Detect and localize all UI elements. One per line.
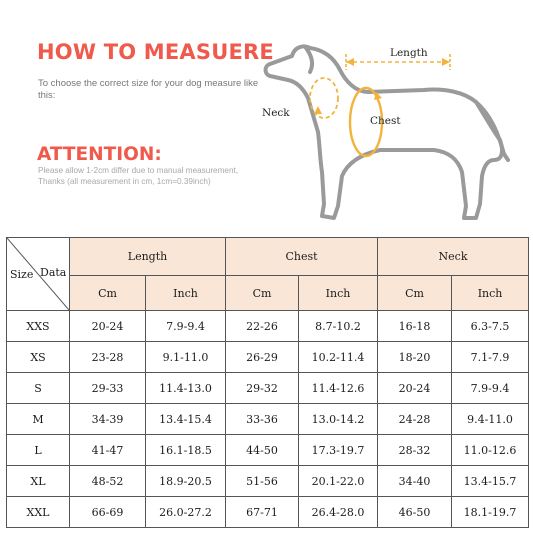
length-inch-cell: 18.9-20.5 — [146, 466, 226, 497]
neck-label: Neck — [262, 107, 290, 119]
attention-title: ATTENTION: — [37, 144, 162, 165]
size-cell: XXL — [7, 497, 70, 528]
dog-outline — [266, 46, 503, 218]
length-cm-cell: 41-47 — [70, 435, 146, 466]
table-header-groups — [7, 238, 529, 276]
neck-inch-cell: 13.4-15.7 — [452, 466, 529, 497]
length-inch-cell: 13.4-15.4 — [146, 404, 226, 435]
table-row — [7, 311, 529, 342]
chest-inch-cell: 20.1-22.0 — [299, 466, 378, 497]
chest-inch-cell: 10.2-11.4 — [299, 342, 378, 373]
neck-inch-cell: 6.3-7.5 — [452, 311, 529, 342]
table-row — [7, 435, 529, 466]
table-row — [7, 497, 529, 528]
length-inch-cell: 26.0-27.2 — [146, 497, 226, 528]
unit-neck-inch: Inch — [452, 276, 529, 311]
chest-cm-cell: 44-50 — [226, 435, 299, 466]
chest-inch-cell: 17.3-19.7 — [299, 435, 378, 466]
length-cm-cell: 66-69 — [70, 497, 146, 528]
attention-note-line-1: Please allow 1-2cm differ due to manual measurement, — [38, 166, 239, 175]
unit-length-inch: Inch — [146, 276, 226, 311]
neck-cm-cell: 34-40 — [378, 466, 452, 497]
length-cm-cell: 34-39 — [70, 404, 146, 435]
neck-cm-cell: 24-28 — [378, 404, 452, 435]
neck-inch-cell: 7.9-9.4 — [452, 373, 529, 404]
header-neck: Neck — [378, 238, 529, 276]
corner-size-label: Size — [10, 268, 34, 281]
size-cell: L — [7, 435, 70, 466]
size-cell: XXS — [7, 311, 70, 342]
chest-label: Chest — [370, 115, 401, 127]
neck-cm-cell: 28-32 — [378, 435, 452, 466]
size-cell: M — [7, 404, 70, 435]
chest-cm-cell: 33-36 — [226, 404, 299, 435]
length-cm-cell: 29-33 — [70, 373, 146, 404]
table-row — [7, 466, 529, 497]
neck-inch-cell: 11.0-12.6 — [452, 435, 529, 466]
attention-note-line-2: Thanks (all measurement in cm, 1cm=0.39inch) — [38, 176, 211, 186]
size-cell: XS — [7, 342, 70, 373]
length-cm-cell: 20-24 — [70, 311, 146, 342]
neck-inch-cell: 7.1-7.9 — [452, 342, 529, 373]
chest-inch-cell: 8.7-10.2 — [299, 311, 378, 342]
length-inch-cell: 7.9-9.4 — [146, 311, 226, 342]
chest-inch-cell: 11.4-12.6 — [299, 373, 378, 404]
chest-cm-cell: 26-29 — [226, 342, 299, 373]
chest-cm-cell: 22-26 — [226, 311, 299, 342]
table-row — [7, 342, 529, 373]
chest-cm-cell: 67-71 — [226, 497, 299, 528]
neck-cm-cell: 46-50 — [378, 497, 452, 528]
unit-chest-inch: Inch — [299, 276, 378, 311]
neck-loop — [310, 78, 338, 118]
neck-inch-cell: 18.1-19.7 — [452, 497, 529, 528]
table-row — [7, 373, 529, 404]
neck-inch-cell: 9.4-11.0 — [452, 404, 529, 435]
length-arrow-left-icon — [346, 58, 354, 66]
length-cm-cell: 48-52 — [70, 466, 146, 497]
length-inch-cell: 9.1-11.0 — [146, 342, 226, 373]
length-cm-cell: 23-28 — [70, 342, 146, 373]
size-data-corner — [7, 238, 70, 311]
chest-inch-cell: 26.4-28.0 — [299, 497, 378, 528]
corner-data-label: Data — [40, 266, 67, 279]
unit-length-cm: Cm — [70, 276, 146, 311]
table-row — [7, 404, 529, 435]
neck-cm-cell: 16-18 — [378, 311, 452, 342]
length-inch-cell: 11.4-13.0 — [146, 373, 226, 404]
header-chest: Chest — [226, 238, 378, 276]
size-chart-table — [6, 237, 529, 528]
dog-ear — [306, 48, 312, 72]
length-inch-cell: 16.1-18.5 — [146, 435, 226, 466]
length-label: Length — [390, 47, 428, 59]
length-arrow-right-icon — [442, 58, 450, 66]
unit-neck-cm: Cm — [378, 276, 452, 311]
chest-inch-cell: 13.0-14.2 — [299, 404, 378, 435]
unit-chest-cm: Cm — [226, 276, 299, 311]
neck-cm-cell: 20-24 — [378, 373, 452, 404]
size-cell: XL — [7, 466, 70, 497]
chest-cm-cell: 29-32 — [226, 373, 299, 404]
neck-arrow-icon — [314, 106, 322, 114]
table-header-units — [7, 276, 529, 311]
dog-measurement-diagram — [258, 36, 518, 232]
size-cell: S — [7, 373, 70, 404]
neck-cm-cell: 18-20 — [378, 342, 452, 373]
measure-instruction: To choose the correct size for your dog measure like this: — [38, 78, 259, 101]
how-to-measure-title: HOW TO MEASUERE — [37, 40, 274, 64]
attention-note — [38, 166, 278, 187]
header-length: Length — [70, 238, 226, 276]
chest-cm-cell: 51-56 — [226, 466, 299, 497]
